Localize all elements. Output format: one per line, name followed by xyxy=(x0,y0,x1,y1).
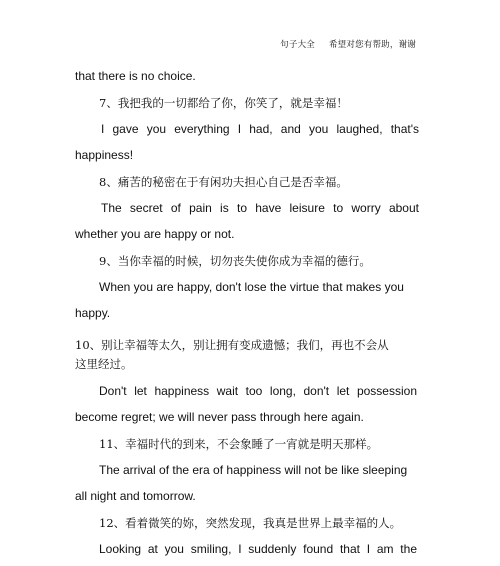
chinese-line: 这里经过。 xyxy=(75,357,133,371)
english-line: When you are happy, don't lose the virtue that makes you xyxy=(99,280,404,294)
chinese-line: 12、看着微笑的妳，突然发现，我真是世界上最幸福的人。 xyxy=(99,516,402,530)
text-line: all night and tomorrow. xyxy=(75,489,196,503)
chinese-line: 8、痛苦的秘密在于有闲功夫担心自己是否幸福。 xyxy=(99,175,348,189)
chinese-line: 10、别让幸福等太久，别让拥有变成遗憾；我们，再也不会从 xyxy=(75,338,389,352)
english-line: Don't let happiness wait too long, don't let possession xyxy=(99,384,417,398)
text-line: that there is no choice. xyxy=(75,69,196,83)
english-line: Looking at you smiling, I suddenly found that I am the xyxy=(99,542,417,556)
english-line: I gave you everything I had, and you laughed, that's xyxy=(101,122,419,136)
text-line: whether you are happy or not. xyxy=(75,227,235,241)
chinese-line: 11、幸福时代的到来，不会象睡了一宵就是明天那样。 xyxy=(99,437,379,451)
header-site-name: 句子大全 xyxy=(280,40,315,50)
english-line: The secret of pain is to have leisure to worry about xyxy=(101,201,419,215)
english-line: The arrival of the era of happiness will not be like sleeping xyxy=(99,463,408,477)
chinese-line: 9、当你幸福的时候，切勿丧失使你成为幸福的德行。 xyxy=(99,254,371,268)
header-tagline: 希望对您有帮助，谢谢 xyxy=(328,40,416,50)
text-line: become regret; we will never pass through here again. xyxy=(75,410,364,424)
page-header xyxy=(280,38,416,50)
text-line: happiness! xyxy=(75,148,134,162)
chinese-line: 7、我把我的一切都给了你，你笑了，就是幸福！ xyxy=(99,96,348,110)
text-line: happy. xyxy=(75,306,111,320)
